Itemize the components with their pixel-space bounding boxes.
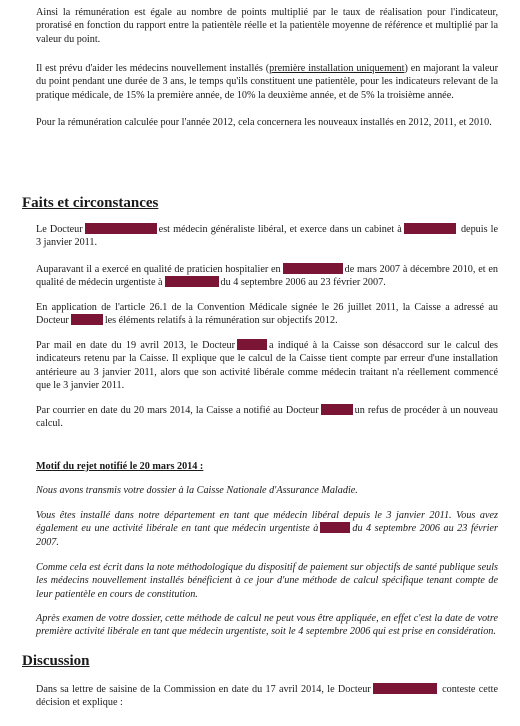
redaction-urgence-city — [320, 522, 350, 533]
quote-note-methodologique: Comme cela est écrit dans la note méthodologique du dispositif de paiement sur objectifs de santé publique seuls les médecins nouvellement installés bénéficient à ce jour d'une méthode de calcul spécifique tenant compte de leur patientèle en cours de constitution. — [36, 562, 498, 600]
quote-installation: Vous êtes installé dans notre département en tant que médecin libéral depuis le 3 janvier 2011. Vous avez également eu une activité libérale en tant que médecin urgentiste à du 4 septembre 2006 au 23 février 2007. — [36, 510, 498, 548]
redaction-name — [321, 404, 353, 415]
quote-transmission: Nous avons transmis votre dossier à la Caisse Nationale d'Assurance Maladie. — [36, 485, 358, 496]
redaction-hospital — [283, 263, 343, 274]
paragraph-convention: En application de l'article 26.1 de la Convention Médicale signée le 26 juillet 2011, la Caisse a adressé au Docteur les éléments relatifs à la rémunération sur objectifs 2012. — [36, 302, 498, 327]
heading-faits-et-circonstances: Faits et circonstances — [22, 195, 159, 211]
paragraph-remuneration: Ainsi la rémunération est égale au nombre de points multiplié par le taux de réalisation pour l'indicateur, proratisé en fonction du rapport entre la patientèle réelle et la patientèle moyenne de référence et multiplié par la valeur du point. — [36, 7, 498, 45]
paragraph-annee-2012: Pour la rémunération calculée pour l'année 2012, cela concernera les nouveaux installés en 2012, 2011, et 2010. — [36, 117, 492, 128]
redaction-name — [373, 683, 437, 694]
paragraph-courrier-20-mars: Par courrier en date du 20 mars 2014, la Caisse a notifié au Docteur un refus de procéder à un nouveau calcul. — [36, 405, 498, 430]
paragraph-docteur-cabinet: Le Docteur est médecin généraliste libéral, et exerce dans un cabinet à depuis le 3 janvier 2011. — [36, 224, 499, 249]
heading-discussion: Discussion — [22, 653, 90, 669]
redaction-name — [85, 223, 157, 234]
redaction-name — [237, 339, 267, 350]
paragraph-saisine: Dans sa lettre de saisine de la Commission en date du 17 avril 2014, le Docteur conteste cette décision et explique : — [36, 684, 499, 709]
redaction-city — [404, 223, 456, 234]
underlined-premiere-installation: première installation uniquement — [269, 63, 405, 74]
paragraph-nouveaux-installes: Il est prévu d'aider les médecins nouvellement installés (première installation uniquement) en majorant la valeur du point pendant une durée de 3 ans, le temps qu'ils constituent une patientèle, pour les indicateurs relevant de la pratique médicale, de 15% la première année, de 10% la deuxième année, et de 5% la troisième année. — [36, 63, 499, 101]
quote-apres-examen: Après examen de votre dossier, cette méthode de calcul ne peut vous être appliquée, en effet c'est la date de votre première activité libérale en tant que médecin urgentiste, soit le 4 septembre 2006 qui est prise en considération. — [36, 613, 498, 638]
motif-rejet-title: Motif du rejet notifié le 20 mars 2014 : — [36, 461, 204, 472]
paragraph-mail-19-avril: Par mail en date du 19 avril 2013, le Docteur a indiqué à la Caisse son désaccord sur le calcul des indicateurs retenu par la Caisse. Il explique que le calcul de la Caisse tient compte par erreur d'une installation antérieure au 3 janvier 2011, alors que son activité libérale comme médecin traitant n'a réellement commencé que le 3 janvier 2011. — [36, 340, 498, 392]
redaction-name — [71, 314, 103, 325]
paragraph-auparavant: Auparavant il a exercé en qualité de praticien hospitalier en de mars 2007 à décembre 2010, et en qualité de médecin urgentiste à du 4 septembre 2006 au 23 février 2007. — [36, 264, 499, 289]
redaction-urgence-city — [165, 276, 219, 287]
